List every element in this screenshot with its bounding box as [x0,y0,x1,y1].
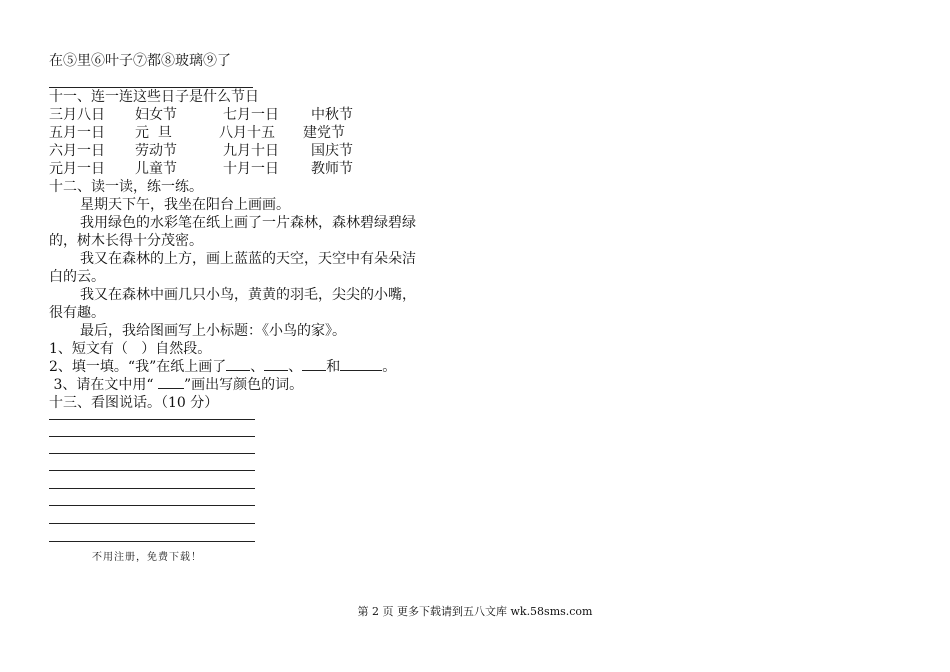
paragraph: 我又在森林的上方，画上蓝蓝的天空，天空中有朵朵洁 [80,251,416,267]
fill-blank[interactable] [264,358,288,371]
fill-blank[interactable] [226,358,250,371]
fill-blank[interactable] [340,358,382,371]
date-right: 七月一日 [223,107,279,123]
section12-heading: 十二、读一读，练一练。 [49,179,203,195]
and-word: 和 [326,359,341,375]
festival-right: 国庆节 [311,143,353,159]
festival-left: 妇女节 [135,107,177,123]
date-left: 五月一日 [49,125,105,141]
writing-line[interactable] [49,419,255,420]
free-download-note: 不用注册，免费下载！ [92,552,202,563]
question-1: 1、短文有（ ）自然段。 [49,341,212,357]
writing-line[interactable] [49,505,255,506]
section13-heading: 十三、看图说话。（10 分） [49,395,219,411]
writing-line[interactable] [49,541,255,542]
paragraph-continued: 很有趣。 [49,305,105,321]
end-mark: 。 [382,359,397,375]
festival-right: 中秋节 [311,107,353,123]
paragraph: 星期天下午，我坐在阳台上画画。 [80,197,290,213]
date-right: 十月一日 [223,161,279,177]
question-3 [49,376,303,394]
festival-left: 元 旦 [135,125,172,141]
paragraph: 最后，我给图画写上小标题：《小鸟的家》。 [80,323,346,339]
writing-line[interactable] [49,453,255,454]
question-2 [49,358,396,376]
section11-heading: 十一、连一连这些日子是什么节日 [49,89,259,105]
date-right: 九月十日 [223,143,279,159]
festival-right: 教师节 [311,161,353,177]
paragraph: 我又在森林中画几只小鸟，黄黄的羽毛，尖尖的小嘴， [80,287,416,303]
paragraph: 我用绿色的水彩笔在纸上画了一片森林，森林碧绿碧绿 [80,215,416,231]
date-left: 六月一日 [49,143,105,159]
date-right: 八月十五 [219,125,275,141]
festival-left: 儿童节 [135,161,177,177]
underline-sample [158,376,184,389]
writing-line[interactable] [49,436,255,437]
fill-blank[interactable] [302,358,326,371]
date-left: 元月一日 [49,161,105,177]
top-line: 在⑤里⑥叶子⑦都⑧玻璃⑨了 [49,53,231,69]
writing-line[interactable] [49,488,255,489]
festival-left: 劳动节 [135,143,177,159]
question-2-text: 2、填一填。“我”在纸上画了 [49,359,227,375]
date-left: 三月八日 [49,107,105,123]
writing-line[interactable] [49,470,255,471]
page-footer: 第 2 页 更多下载请到五八文库 wk.58sms.com [357,605,593,618]
separator: 、 [288,359,303,375]
paragraph-continued: 的，树木长得十分茂密。 [49,233,203,249]
festival-right: 建党节 [303,125,345,141]
paragraph-continued: 白的云。 [49,269,105,285]
writing-line[interactable] [49,523,255,524]
separator: 、 [250,359,265,375]
question-3-text: 3、请在文中用“ [49,377,158,393]
question-3-text-end: ”画出写颜色的词。 [183,377,304,393]
